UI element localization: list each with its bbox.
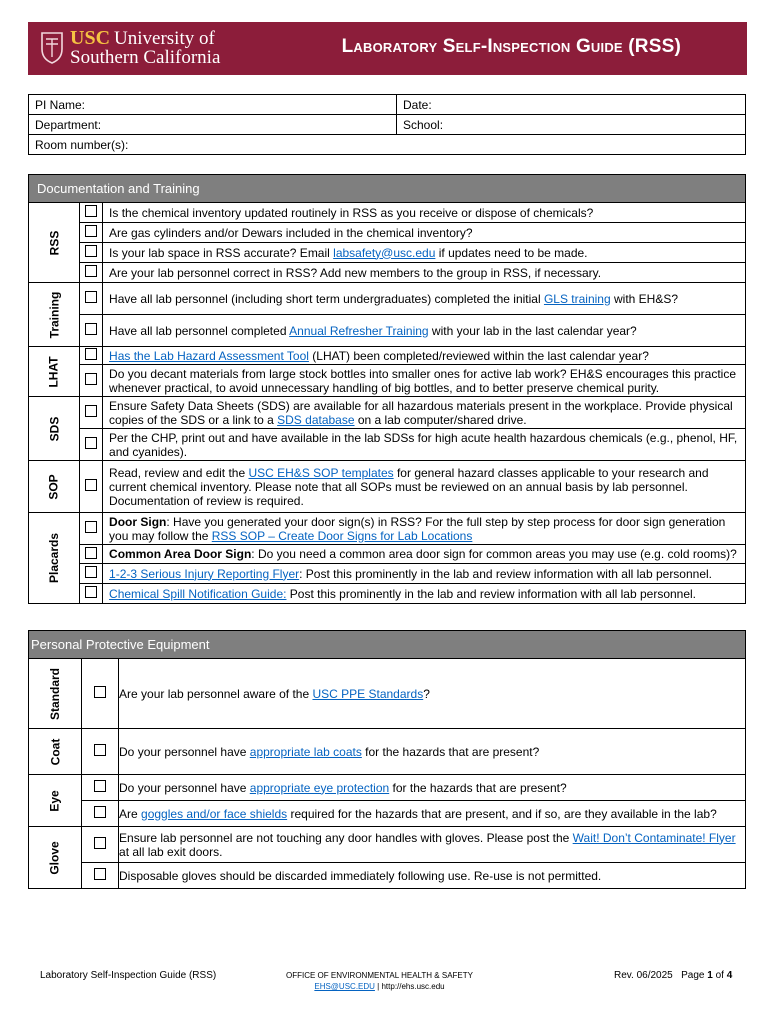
footer-office: OFFICE OF ENVIRONMENTAL HEALTH & SAFETY EHS@USC.EDU | http://ehs.usc.edu [286,971,473,991]
checkbox[interactable] [94,744,106,756]
checkbox[interactable] [85,405,97,417]
checkbox[interactable] [94,837,106,849]
rss-q2: Are gas cylinders and/or Dewars included in the chemical inventory? [103,223,746,243]
section-title-documentation: Documentation and Training [29,175,746,203]
eye-q1: Do your personnel have appropriate eye protection for the hazards that are present? [119,775,746,801]
pi-name-field[interactable]: PI Name: [29,95,397,115]
sds-database-link[interactable]: SDS database [277,412,355,427]
goggles-link[interactable]: goggles and/or face shields [141,806,288,821]
category-sds: SDS [29,397,80,461]
checkbox[interactable] [94,686,106,698]
logo-southern-text: Southern California [70,47,221,68]
page-title: Laboratory Self-Inspection Guide (RSS) [341,36,681,57]
placards-q1: Door Sign: Have you generated your door sign(s) in RSS? For the full step by step process for door sign generation you may follow the RSS SOP – Create Door Signs for Lab Locations [103,513,746,545]
category-placards: Placards [29,513,80,604]
checkbox[interactable] [85,521,97,533]
date-field[interactable]: Date: [397,95,746,115]
checkbox[interactable] [85,586,97,598]
sds-q1: Ensure Safety Data Sheets (SDS) are available for all hazardous materials present in the workplace. Provide physical copies of the SDS or a link to a SDS database on a lab computer/shared drive. [103,397,746,429]
category-glove: Glove [29,827,82,889]
room-number-field[interactable]: Room number(s): [29,135,746,155]
glove-q2: Disposable gloves should be discarded immediately following use. Re-use is not permitted. [119,863,746,889]
section-title-ppe: Personal Protective Equipment [29,631,746,659]
sop-q1: Read, review and edit the USC EH&S SOP templates for general hazard classes applicable to your research and current chemical inventory. Please note that all SOPs must be reviewed on an annual basis by lab personnel. Documentation of review is required. [103,461,746,513]
checkbox[interactable] [85,566,97,578]
footer-email-link[interactable]: EHS@USC.EDU [314,982,375,991]
placards-q2: Common Area Door Sign: Do you need a common area door sign for common areas you may use (e.g. cold rooms)? [103,545,746,564]
standard-q1: Are your lab personnel aware of the USC PPE Standards? [119,659,746,729]
placards-q4: Chemical Spill Notification Guide: Post this prominently in the lab and review information with all lab personnel. [103,584,746,604]
sop-templates-link[interactable]: USC EH&S SOP templates [248,465,394,480]
category-eye: Eye [29,775,82,827]
annual-refresher-link[interactable]: Annual Refresher Training [289,323,429,338]
eye-q2: Are goggles and/or face shields required for the hazards that are present, and if so, are they available in the lab? [119,801,746,827]
lhat-q1: Has the Lab Hazard Assessment Tool (LHAT) been completed/reviewed within the last calendar year? [103,347,746,365]
checkbox[interactable] [85,373,97,385]
checkbox[interactable] [85,437,97,449]
rss-q1: Is the chemical inventory updated routinely in RSS as you receive or dispose of chemicals? [103,203,746,223]
category-training: Training [29,283,80,347]
category-coat: Coat [29,729,82,775]
category-lhat: LHAT [29,347,80,397]
documentation-table [28,174,746,604]
category-rss: RSS [29,203,80,283]
coat-q1: Do your personnel have appropriate lab coats for the hazards that are present? [119,729,746,775]
checkbox[interactable] [85,323,97,335]
rss-q4: Are your lab personnel correct in RSS? Add new members to the group in RSS, if necessary. [103,263,746,283]
training-q1: Have all lab personnel (including short term undergraduates) completed the initial GLS training with EH&S? [103,283,746,315]
checkbox[interactable] [85,547,97,559]
spill-guide-link[interactable]: Chemical Spill Notification Guide: [109,586,287,601]
footer-doc-title: Laboratory Self-Inspection Guide (RSS) [40,970,217,981]
gls-training-link[interactable]: GLS training [543,291,611,306]
lhat-q2: Do you decant materials from large stock bottles into smaller ones for active lab work? EH&S encourages this practice whenever practical, to avoid unnecessary handling of big bottles, and to better preserve chemical purity. [103,365,746,397]
training-q2: Have all lab personnel completed Annual Refresher Training with your lab in the last calendar year? [103,315,746,347]
checkbox[interactable] [85,291,97,303]
sds-q2: Per the CHP, print out and have available in the lab SDSs for high acute health hazardous chemicals (e.g., phenol, HF, and cyanides). [103,429,746,461]
checkbox[interactable] [85,225,97,237]
logo-usc-text: USC [70,27,111,49]
usc-logo [40,28,220,68]
footer-page-info: Rev. 06/2025 Page 1 of 4 [614,970,733,981]
department-field[interactable]: Department: [29,115,397,135]
info-table [28,94,746,155]
glove-q1: Ensure lab personnel are not touching any door handles with gloves. Please post the Wait! Don’t Contaminate! Flyer at all lab exit doors. [119,827,746,863]
eye-protection-link[interactable]: appropriate eye protection [249,780,390,795]
placards-q3: 1-2-3 Serious Injury Reporting Flyer: Post this prominently in the lab and review information with all lab personnel. [103,564,746,584]
category-sop: SOP [29,461,80,513]
school-field[interactable]: School: [397,115,746,135]
checkbox[interactable] [85,205,97,217]
page-header [28,22,747,75]
checkbox[interactable] [85,348,97,360]
usc-shield-icon [40,31,64,65]
lhat-link[interactable]: Has the Lab Hazard Assessment Tool [109,348,309,363]
checkbox[interactable] [85,265,97,277]
checkbox[interactable] [94,806,106,818]
checkbox[interactable] [94,780,106,792]
category-standard: Standard [29,659,82,729]
checkbox[interactable] [85,245,97,257]
rss-sop-door-signs-link[interactable]: RSS SOP – Create Door Signs for Lab Locations [211,528,473,543]
labsafety-email-link[interactable]: labsafety@usc.edu [333,245,436,260]
lab-coats-link[interactable]: appropriate lab coats [249,744,362,759]
dont-contaminate-flyer-link[interactable]: Wait! Don’t Contaminate! Flyer [572,830,736,845]
footer-site: http://ehs.usc.edu [381,982,445,991]
rss-q3: Is your lab space in RSS accurate? Email labsafety@usc.edu if updates need to be made. [103,243,746,263]
logo-university-text: University of [114,28,215,49]
checkbox[interactable] [94,868,106,880]
ppe-standards-link[interactable]: USC PPE Standards [312,686,424,701]
injury-flyer-link[interactable]: 1-2-3 Serious Injury Reporting Flyer [109,566,300,581]
ppe-table [28,630,746,889]
checkbox[interactable] [85,479,97,491]
